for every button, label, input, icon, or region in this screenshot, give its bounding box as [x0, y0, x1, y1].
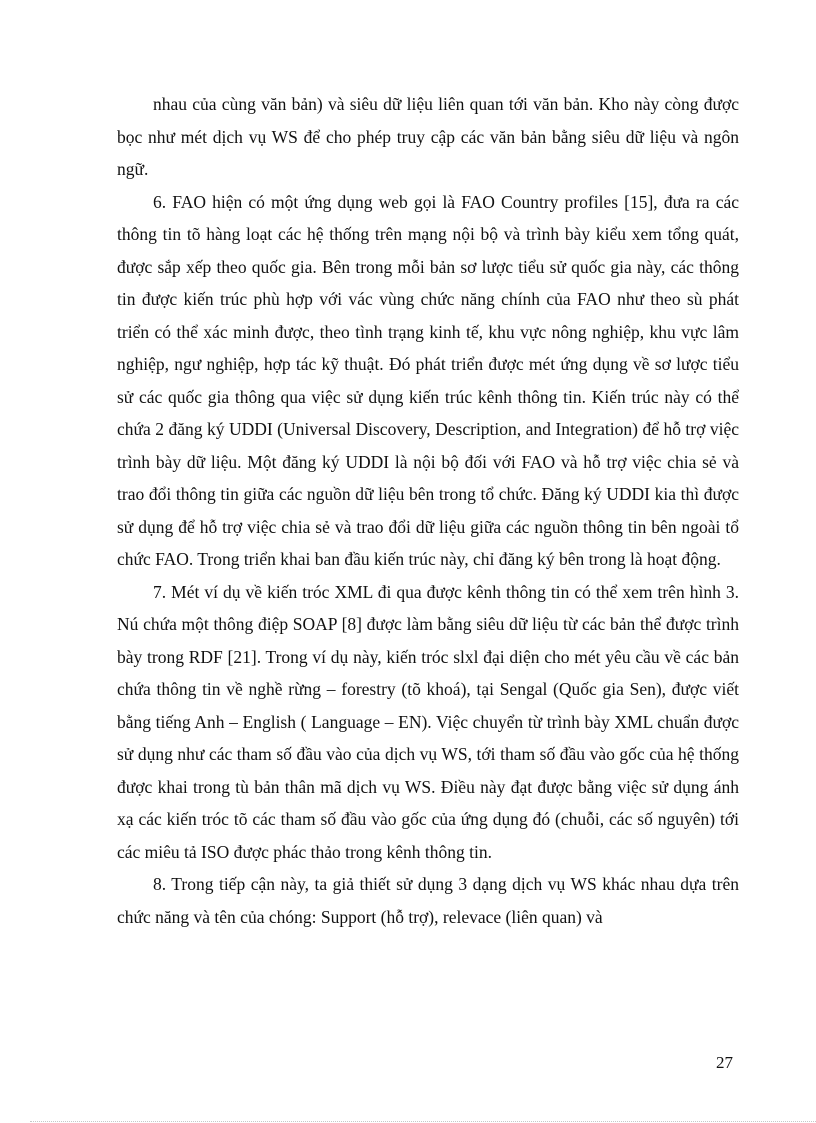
- paragraph-8: 8. Trong tiếp cận này, ta giả thiết sử dụng 3 dạng dịch vụ WS khác nhau dựa trên chức năng và tên của chóng: Support (hỗ trợ), relevace (liên quan) và: [117, 874, 739, 927]
- paragraph-6: 6. FAO hiện có một ứng dụng web gọi là FAO Country profiles [15], đưa ra các thông tin tõ hàng loạt các hệ thống trên mạng nội bộ và trình bày kiểu xem tổng quát, được sắp xếp theo quốc gia. Bên trong mỗi bản sơ lược tiểu sử quốc gia này, các thông tin được kiến trúc phù hợp với vác vùng chức năng chính của FAO như theo sù phát triển có thể xác minh được, theo tình trạng kinh tế, khu vực nông nghiệp, khu vực lâm nghiệp, ngư nghiệp, hợp tác kỹ thuật. Đó phát triển được mét ứng dụng về sơ lược tiểu sử các quốc gia thông qua việc sử dụng kiến trúc kênh thông tin. Kiến trúc này có thể chứa 2 đăng ký UDDI (Universal Discovery, Description, and Integration) để hỗ trợ việc trình bày dữ liệu. Một đăng ký UDDI là nội bộ đối với FAO và hỗ trợ việc chia sẻ và trao đổi thông tin giữa các nguồn dữ liệu bên trong tổ chức. Đăng ký UDDI kia thì được sử dụng để hỗ trợ việc chia sẻ và trao đổi dữ liệu giữa các nguồn thông tin bên ngoài tổ chức FAO. Trong triển khai ban đầu kiến trúc này, chỉ đăng ký bên trong là hoạt động.: [117, 191, 739, 569]
- page-number: 27: [716, 1053, 733, 1072]
- page-body: [117, 88, 739, 933]
- paragraph-continuation: nhau của cùng văn bản) và siêu dữ liệu liên quan tới văn bản. Kho này còng được bọc như mét dịch vụ WS để cho phép truy cập các văn bản bằng siêu dữ liệu và ngôn ngữ.: [117, 94, 739, 179]
- page-bottom-divider: [30, 1121, 816, 1122]
- paragraph-7: 7. Mét ví dụ về kiến tróc XML đi qua được kênh thông tin có thể xem trên hình 3. Nú chứa một thông điệp SOAP [8] được làm bằng siêu dữ liệu từ các bản thể được trình bày trong RDF [21]. Trong ví dụ này, kiến tróc slxl đại diện cho mét yêu cầu về các bản chứa thông tin về nghề rừng – forestry (tõ khoá), tại Sengal (Quốc gia Sen), được viết bằng tiếng Anh – English ( Language – EN). Việc chuyển từ trình bày XML chuẩn được sử dụng như các tham số đầu vào của dịch vụ WS, tới tham số đầu vào gốc của hệ thống được khai trong tù bản thân mã dịch vụ WS. Điều này đạt được bằng việc sử dụng ánh xạ các kiến tróc tõ các tham số đầu vào gốc của ứng dụng đó (chuỗi, các số nguyên) tới các miêu tả ISO được phác thảo trong kênh thông tin.: [117, 581, 739, 862]
